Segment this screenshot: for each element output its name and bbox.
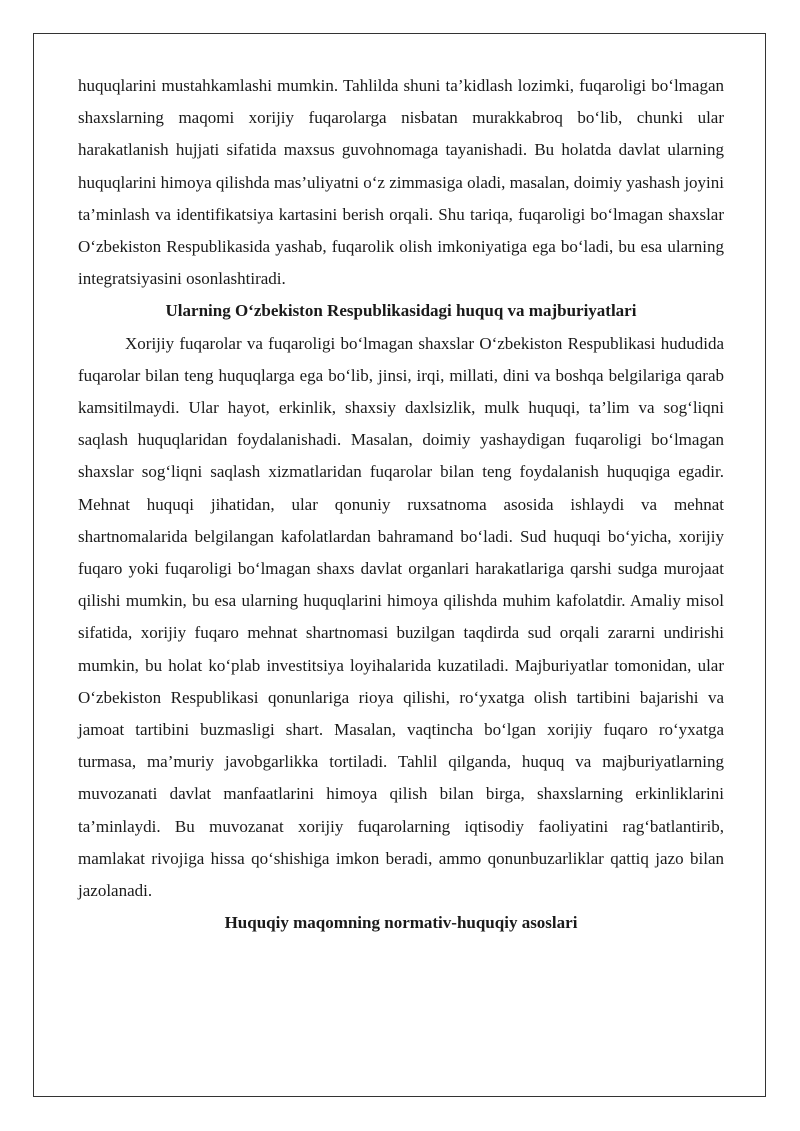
- section-heading: Ularning O‘zbekiston Respublikasidagi huquq va majburiyatlari: [165, 301, 637, 321]
- body-paragraph: huquqlarini mustahkamlashi mumkin. Tahlilda shuni ta’kidlash lozimki, fuqaroligi bo‘lmagan shaxslarning maqomi xorijiy fuqarolarga nisbatan murakkabroq bo‘lib, chunki ular harakatlanish hujjati sifatida maxsus guvohnomaga tayanishadi. Bu holatda davlat ularning huquqlarini himoya qilishda mas’uliyatni o‘z zimmasiga oladi, masalan, doimiy yashash joyini ta’minlash va identifikatsiya kartasini berish orqali. Shu tariqa, fuqaroligi bo‘lmagan shaxslar O‘zbekiston Respublikasida yashab, fuqarolik olish imkoniyatiga ega bo‘ladi, bu esa ularning integratsiyasini osonlashtiradi.: [78, 76, 724, 289]
- document-body: [78, 70, 724, 939]
- section-heading: Huquqiy maqomning normativ-huquqiy asoslari: [224, 913, 578, 933]
- body-paragraph: Xorijiy fuqarolar va fuqaroligi bo‘lmagan shaxslar O‘zbekiston Respublikasi hududida fuqarolar bilan teng huquqlarga ega bo‘lib, jinsi, irqi, millati, dini va boshqa belgilariga qarab kamsitilmaydi. Ular hayot, erkinlik, shaxsiy daxlsizlik, mulk huquqi, ta’lim va sog‘liqni saqlash huquqlaridan foydalanishadi. Masalan, doimiy yashaydigan fuqaroligi bo‘lmagan shaxslar sog‘liqni saqlash xizmatlaridan fuqarolar bilan teng foydalanish huquqiga egadir. Mehnat huquqi jihatidan, ular qonuniy ruxsatnoma asosida ishlaydi va mehnat shartnomalarida belgilangan kafolatlardan bahramand bo‘ladi. Sud huquqi bo‘yicha, xorijiy fuqaro yoki fuqaroligi bo‘lmagan shaxs davlat organlari harakatlariga qarshi sudga murojaat qilishi mumkin, bu esa ularning huquqlarini himoya qilishda muhim kafolatdir. Amaliy misol sifatida, xorijiy fuqaro mehnat shartnomasi buzilgan taqdirda sud orqali zararni undirishi mumkin, bu holat ko‘plab investitsiya loyihalarida kuzatiladi. Majburiyatlar tomonidan, ular O‘zbekiston Respublikasi qonunlariga rioya qilishi, ro‘yxatga olish tartibini bajarishi va jamoat tartibini buzmasligi shart. Masalan, vaqtincha bo‘lgan xorijiy fuqaro ro‘yxatga turmasa, ma’muriy javobgarlikka tortiladi. Tahlil qilganda, huquq va majburiyatlarning muvozanati davlat manfaatlarini himoya qilish bilan birga, shaxslarning erkinliklarini ta’minlaydi. Bu muvozanat xorijiy fuqarolarning iqtisodiy faoliyatini rag‘batlantirib, mamlakat rivojiga hissa qo‘shishiga imkon beradi, ammo qonunbuzarliklar qattiq jazo bilan jazolanadi.: [78, 333, 724, 901]
